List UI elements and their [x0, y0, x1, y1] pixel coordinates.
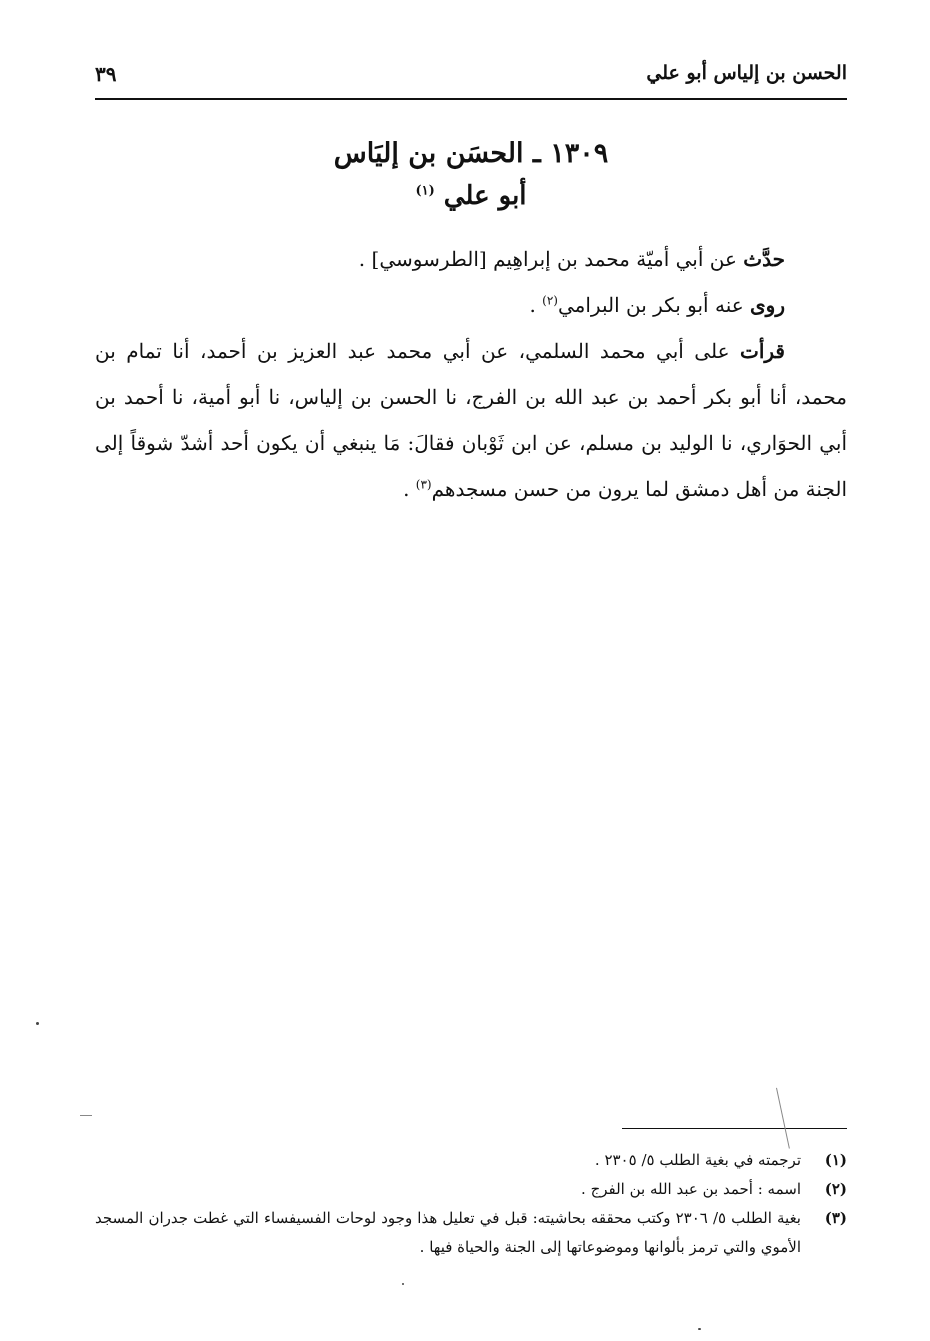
- paragraph-reported: [95, 282, 847, 328]
- footnote-separator: [622, 1128, 847, 1129]
- scan-speck: [698, 1328, 701, 1330]
- paragraph-narrated: [95, 236, 847, 282]
- footnote-number: (٣): [824, 1209, 847, 1227]
- footnote-text: ترجمته في بغية الطلب ٥/ ٢٣٠٥ .: [594, 1151, 801, 1169]
- footnote-number: (١): [824, 1151, 847, 1169]
- footnote-ref-3: (٣): [415, 477, 432, 492]
- footnote-text: بغية الطلب ٥/ ٢٣٠٦ وكتب محققه بحاشيته: قبل في تعليل هذا وجود لوحات الفسيفساء التي غطت جدران المسجد الأموي والتي ترمز بألوانها وموضوعاتها إلى الجنة والحياة فيها .: [95, 1209, 801, 1256]
- paragraph-lead-word: حدَّث: [743, 247, 785, 271]
- footnote-item: [95, 1146, 847, 1175]
- entry-subtitle: [95, 181, 847, 211]
- running-title: الحسن بن إلياس أبو علي: [646, 62, 847, 84]
- scan-speck: [402, 1283, 404, 1285]
- paragraph-text: على أبي محمد السلمي، عن أبي محمد عبد العزيز بن أحمد، أنا تمام بن محمد، أنا أبو بكر أحمد بن عبد الله بن الفرج، نا الحسن بن إلياس، نا أبو أمية، نا أحمد بن أبي الحوَاري، نا الوليد بن مسلم، عن ابن ثَوْبان فقالَ: مَا ينبغي أن يكون أحد أشدّ شوقاً إلى الجنة من أهل دمشق لما يرون من حسن مسجدهم: [95, 339, 847, 501]
- footnote-ref-2: (٢): [542, 293, 558, 308]
- scan-scratch: [80, 1115, 92, 1116]
- footnotes: [95, 1146, 847, 1262]
- footnote-item: [95, 1204, 847, 1262]
- header-rule: [95, 98, 847, 100]
- paragraph-lead-word: روى: [750, 293, 785, 317]
- paragraph-lead-word: قرأت: [740, 339, 785, 363]
- footnote-ref-1: (١): [415, 183, 435, 199]
- paragraph-text: عنه أبو بكر بن البرامي: [557, 293, 751, 317]
- paragraph-end: .: [529, 293, 543, 317]
- scan-scratch: [776, 1088, 790, 1149]
- footnote-number: (٢): [824, 1180, 847, 1198]
- entry-body: [95, 236, 847, 512]
- entry-title: [95, 138, 847, 169]
- paragraph-text: عن أبي أميّة محمد بن إبراهِيم [الطرسوسي] .: [358, 247, 744, 271]
- running-header: [95, 62, 847, 96]
- entry-title-text: ١٣٠٩ ـ الحسَن بن إليَاس: [333, 138, 609, 169]
- page-number: ٣٩: [95, 62, 117, 86]
- entry-subtitle-text: أبو علي: [443, 181, 527, 211]
- scan-speck: [36, 1022, 39, 1025]
- paragraph-end: .: [403, 477, 416, 501]
- footnote-item: [95, 1175, 847, 1204]
- footnote-text: اسمه : أحمد بن عبد الله بن الفرج .: [581, 1180, 801, 1198]
- paragraph-isnad: [95, 328, 847, 512]
